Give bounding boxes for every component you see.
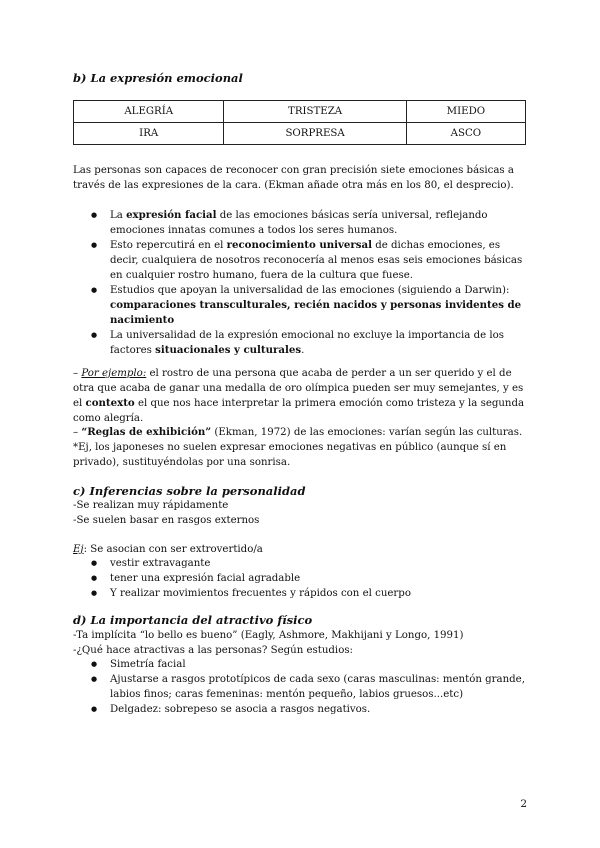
table-row: [74, 101, 526, 123]
rules-paragraph: – “Reglas de exhibición” (Ekman, 1972) de las emociones: varían según las culturas. *Ej, los japoneses no suelen expresar emociones negativas en público (aunque sí en privado), sustituyéndolas por una sonrisa.: [73, 426, 523, 468]
table-cell: ASCO: [406, 123, 525, 145]
section-d-line: -Ta implícita “lo bello es bueno” (Eagly, Ashmore, Makhijani y Longo, 1991): [73, 630, 464, 641]
list-item: ● La expresión facial de las emociones básicas sería universal, reflejando emociones innatas comunes a todos los seres humanos.: [110, 208, 529, 238]
section-b-bullets: [73, 208, 529, 358]
section-c-bullets: [73, 556, 529, 601]
list-item: ● Y realizar movimientos frecuentes y rápidos con el cuerpo: [110, 586, 529, 601]
table-cell: MIEDO: [406, 101, 525, 123]
section-c-line: -Se realizan muy rápidamente: [73, 500, 229, 511]
list-item: ● Simetría facial: [110, 657, 529, 672]
list-item: ● La universalidad de la expresión emocional no excluye la importancia de los factores situacionales y culturales.: [110, 328, 529, 358]
list-item: ● tener una expresión facial agradable: [110, 571, 529, 586]
list-item: ● Estudios que apoyan la universalidad de las emociones (siguiendo a Darwin): comparaciones transculturales, recién nacidos y personas invidentes de nacimiento: [110, 283, 529, 328]
emotions-table: [73, 100, 526, 145]
list-item: ● Ajustarse a rasgos prototípicos de cada sexo (caras masculinas: mentón grande, labios finos; caras femeninas: mentón pequeño, labios gruesos...etc): [110, 672, 529, 702]
section-c-line: -Se suelen basar en rasgos externos: [73, 515, 260, 526]
table-cell: ALEGRÍA: [74, 101, 224, 123]
example-line: Ej: Se asocian con ser extrovertido/a: [73, 544, 263, 555]
page-number: 2: [520, 798, 527, 810]
table-cell: TRISTEZA: [224, 101, 406, 123]
table-cell: IRA: [74, 123, 224, 145]
list-item: ● Delgadez: sobrepeso se asocia a rasgos negativos.: [110, 702, 529, 717]
section-d-bullets: [73, 657, 529, 717]
section-b-title: b) La expresión emocional: [73, 71, 243, 85]
table-cell: SORPRESA: [224, 123, 406, 145]
section-d-title: d) La importancia del atractivo físico: [73, 613, 313, 627]
intro-paragraph: Las personas son capaces de reconocer con gran precisión siete emociones básicas a través de las expresiones de la cara. (Ekman añade otra más en los 80, el desprecio).: [73, 165, 514, 191]
list-item: ● Esto repercutirá en el reconocimiento universal de dichas emociones, es decir, cualquiera de nosotros reconocería al menos esas seis emociones básicas en cualquier rostro humano, fuera de la cultura que fuese.: [110, 238, 529, 283]
table-row: [74, 123, 526, 145]
section-c-title: c) Inferencias sobre la personalidad: [73, 484, 306, 498]
section-d-line: -¿Qué hace atractivas a las personas? Según estudios:: [73, 645, 353, 656]
example-paragraph: – Por ejemplo: el rostro de una persona que acaba de perder a un ser querido y el de otra que acaba de ganar una medalla de oro olímpica pueden ser muy semejantes, y es el contexto el que nos hace interpretar la primera emoción como tristeza y la segunda como alegría.: [73, 368, 525, 424]
list-item: ● vestir extravagante: [110, 556, 529, 571]
